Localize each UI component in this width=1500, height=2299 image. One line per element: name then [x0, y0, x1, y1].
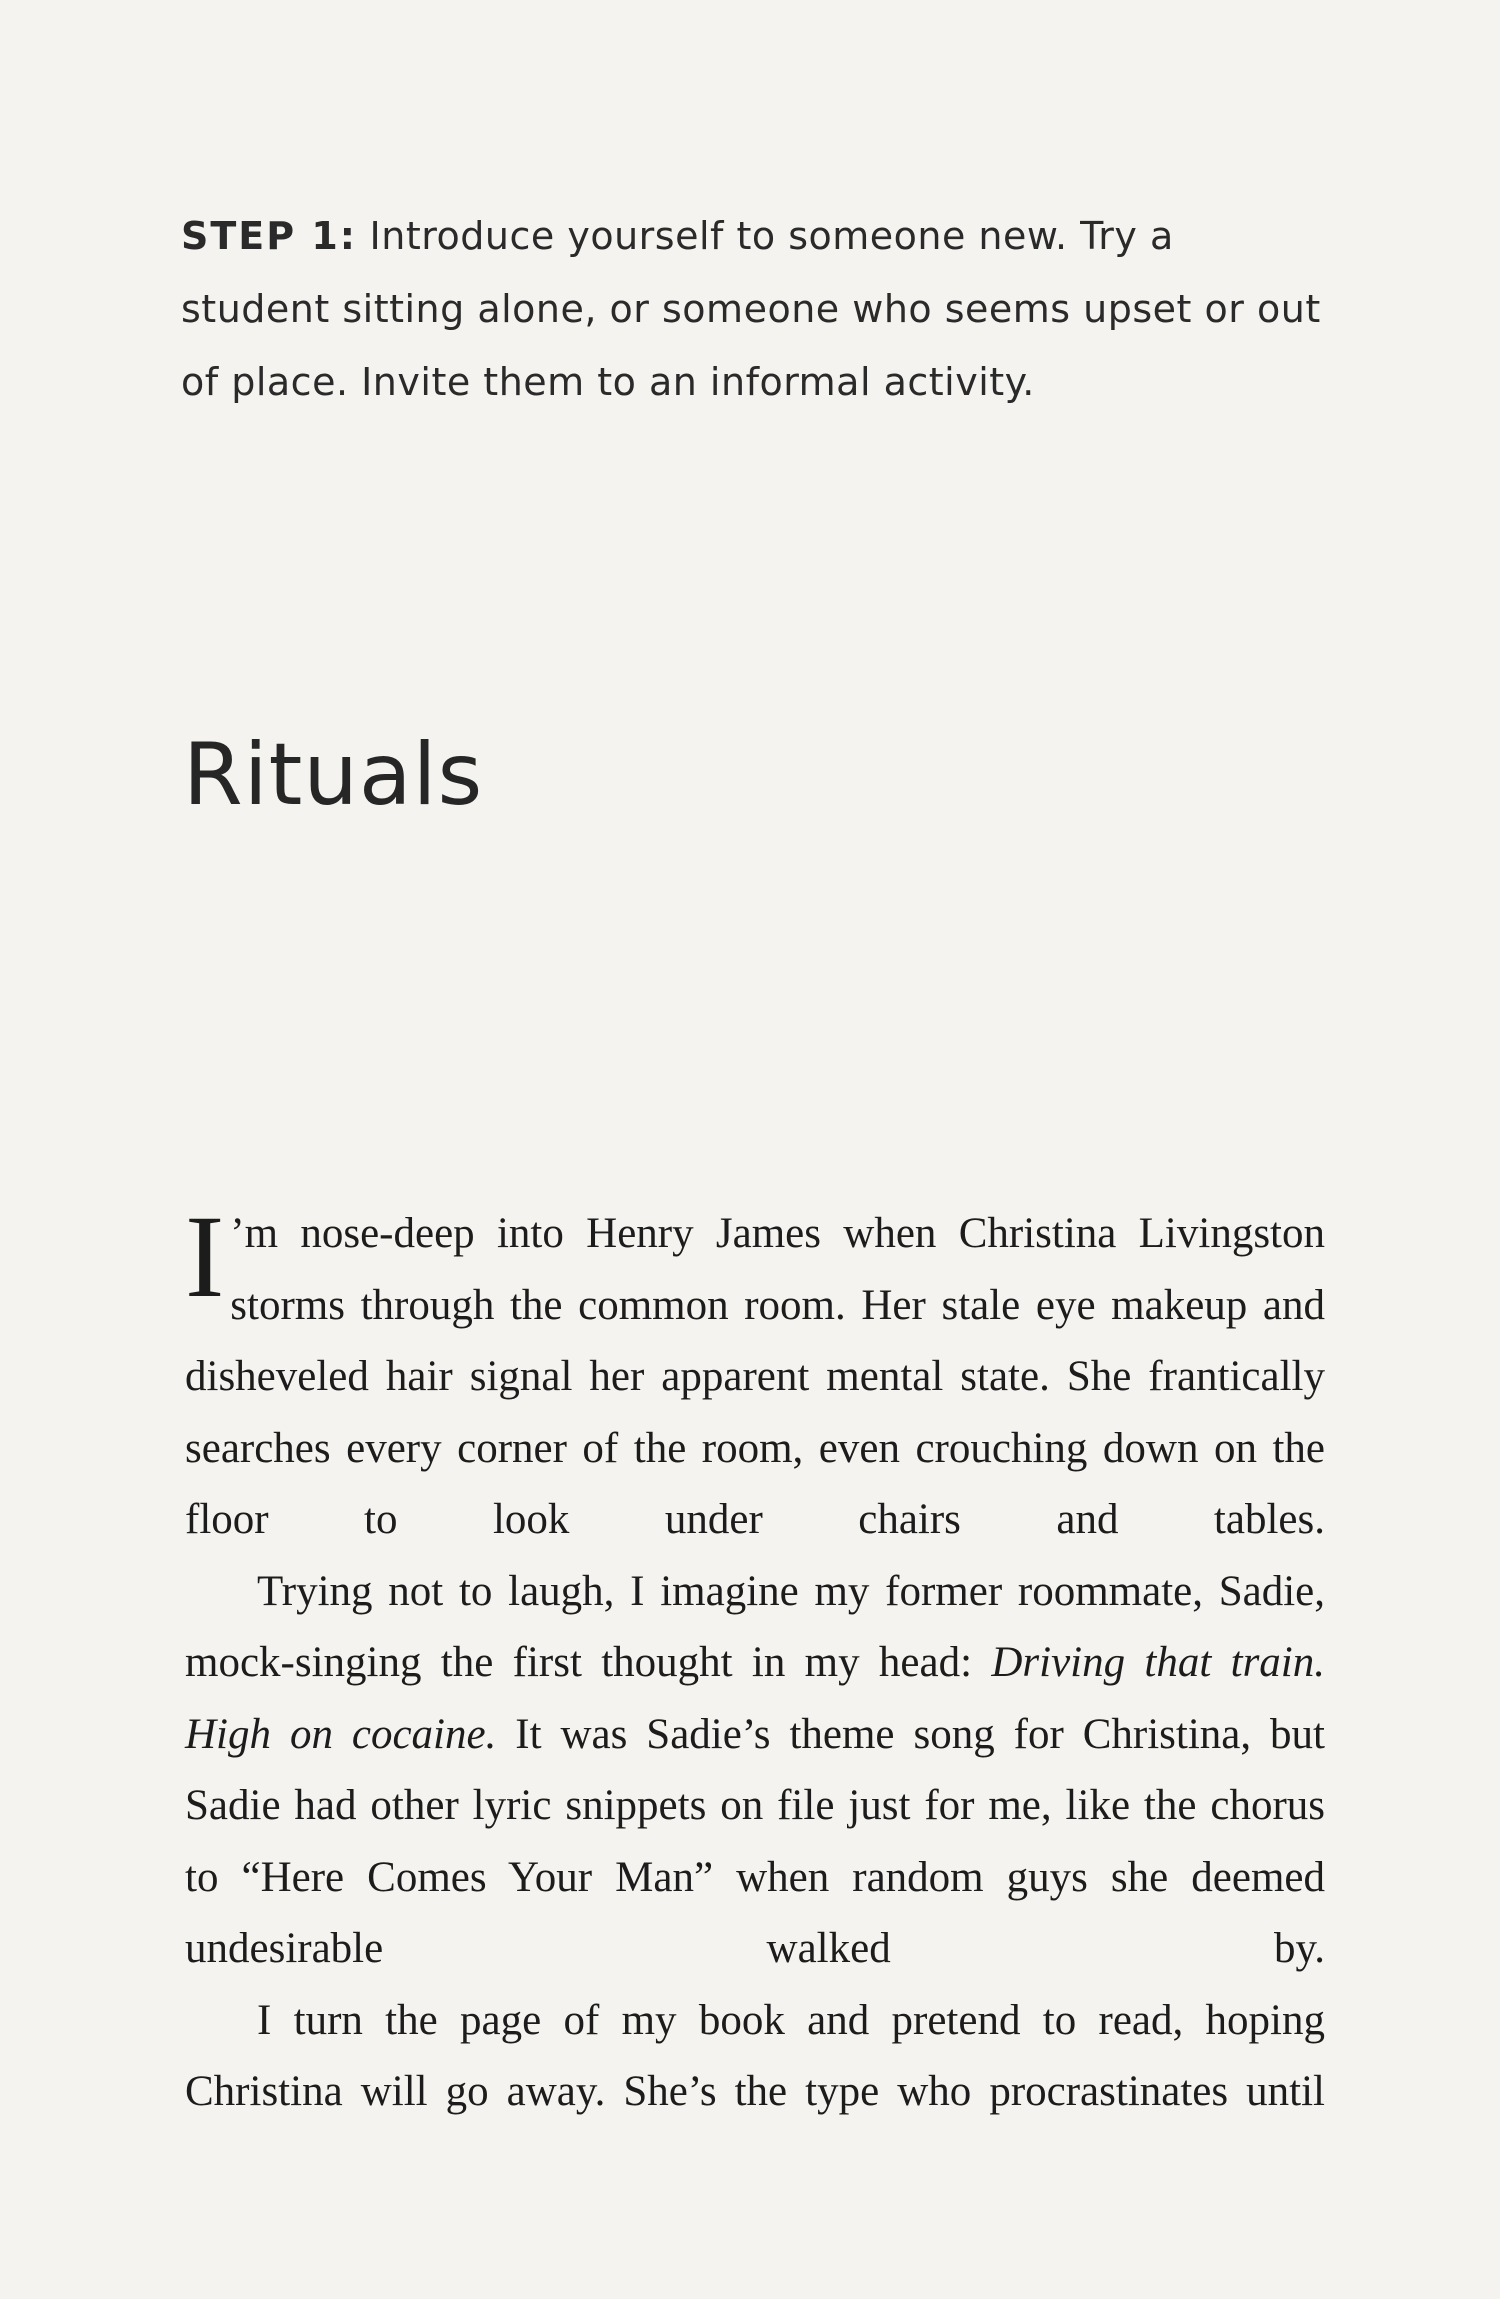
paragraph-1 — [185, 1191, 1325, 1556]
paragraph-2-text-after: It was Sadie’s theme song for Christina, but Sadie had other lyric snippets on file just for me, like the chorus to “Here Comes Your Man” when random guys she deemed undesirable walked by. — [185, 1710, 1326, 1972]
paragraph-2-lyric: Driving that train. High on cocaine. — [185, 1639, 1325, 1758]
drop-cap: I — [185, 1191, 225, 1322]
paragraph-3 — [185, 1985, 1325, 2128]
body-text — [185, 1191, 1326, 2128]
paragraph-2 — [185, 1556, 1325, 1985]
paragraph-2-text-before: Trying not to laugh, I imagine my former roommate, Sadie, mock-singing the first thought in my head: — [185, 1567, 1325, 1686]
chapter-title: Rituals — [183, 725, 484, 825]
step-text: Introduce yourself to someone new. Try a student sitting alone, or someone who seems upset or out of place. Invite them to an informal activity. — [181, 214, 1321, 404]
paragraph-3-text: I turn the page of my book and pretend to read, hoping Christina will go away. She’s the type who procrastinates until — [185, 1996, 1325, 2115]
paragraph-1-text: ’m nose-deep into Henry James when Christina Livingston storms through the common room. Her stale eye makeup and disheveled hair signal her apparent mental state. She frantically searches every corner of the room, even crouching down on the floor to look under chairs and tables. — [185, 1210, 1325, 1543]
step-instruction — [181, 200, 1321, 419]
step-label: STEP 1: — [181, 214, 357, 258]
